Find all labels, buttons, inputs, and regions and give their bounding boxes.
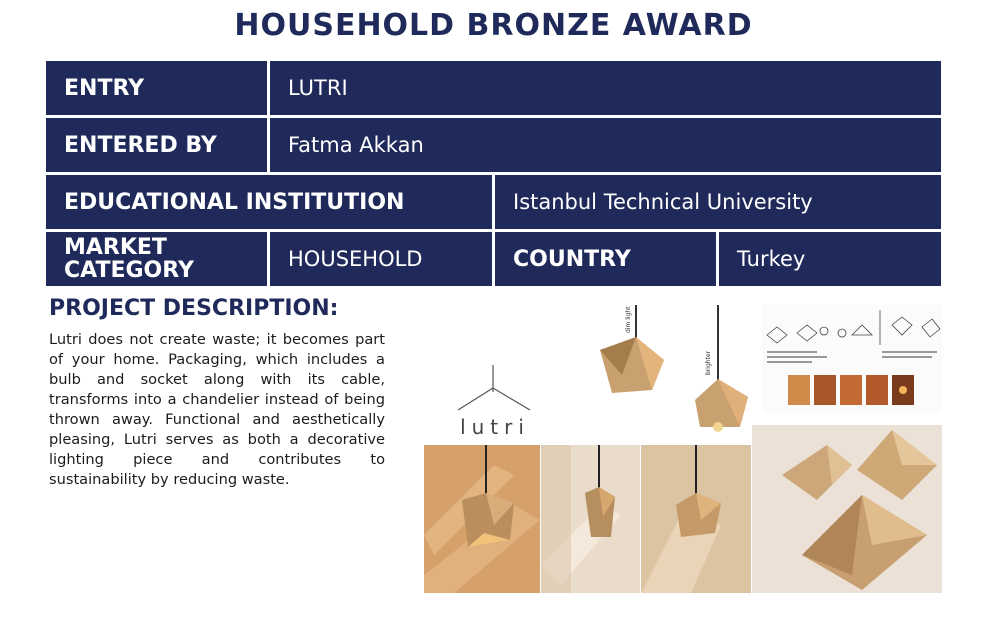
lamp-photo-3 — [641, 445, 751, 593]
lamp-packaging-photo — [752, 425, 942, 593]
country-value: Turkey — [719, 232, 941, 286]
lamp-label-dim: dim light — [625, 306, 632, 333]
award-title: HOUSEHOLD BRONZE AWARD — [234, 8, 753, 43]
lamp-sketch-bright — [690, 305, 755, 435]
market-category-value: HOUSEHOLD — [270, 232, 492, 286]
entered-by-value: Fatma Akkan — [270, 118, 941, 172]
entry-value: LUTRI — [270, 61, 941, 115]
country-label: COUNTRY — [495, 232, 716, 286]
entered-by-label: ENTERED BY — [46, 118, 267, 172]
project-description-text: Lutri does not create waste; it becomes part of your home. Packaging, which includes a bulb and socket along with its cable, transforms into a chandelier instead of being thrown away. Functional and aesthetically pleasing, Lutri serves as both a decorative lighting piece and contributes to sustainability by reducing waste. — [49, 331, 385, 488]
institution-label: EDUCATIONAL INSTITUTION — [46, 175, 492, 229]
entry-label: ENTRY — [46, 61, 267, 115]
logo-text: lutri — [460, 415, 530, 439]
lamp-photo-1 — [424, 445, 540, 593]
lamp-label-bright: brighter — [705, 350, 712, 375]
assembly-instructions-image — [762, 305, 942, 413]
lamp-sketch-dim — [592, 305, 672, 400]
lutri-logo — [440, 360, 550, 440]
market-label-line1: MARKET — [64, 235, 167, 260]
project-description-title: PROJECT DESCRIPTION: — [49, 296, 339, 321]
institution-value: Istanbul Technical University — [495, 175, 941, 229]
lamp-photo-2 — [541, 445, 640, 593]
market-category-label — [46, 232, 267, 286]
market-label-line2: CATEGORY — [64, 258, 194, 283]
